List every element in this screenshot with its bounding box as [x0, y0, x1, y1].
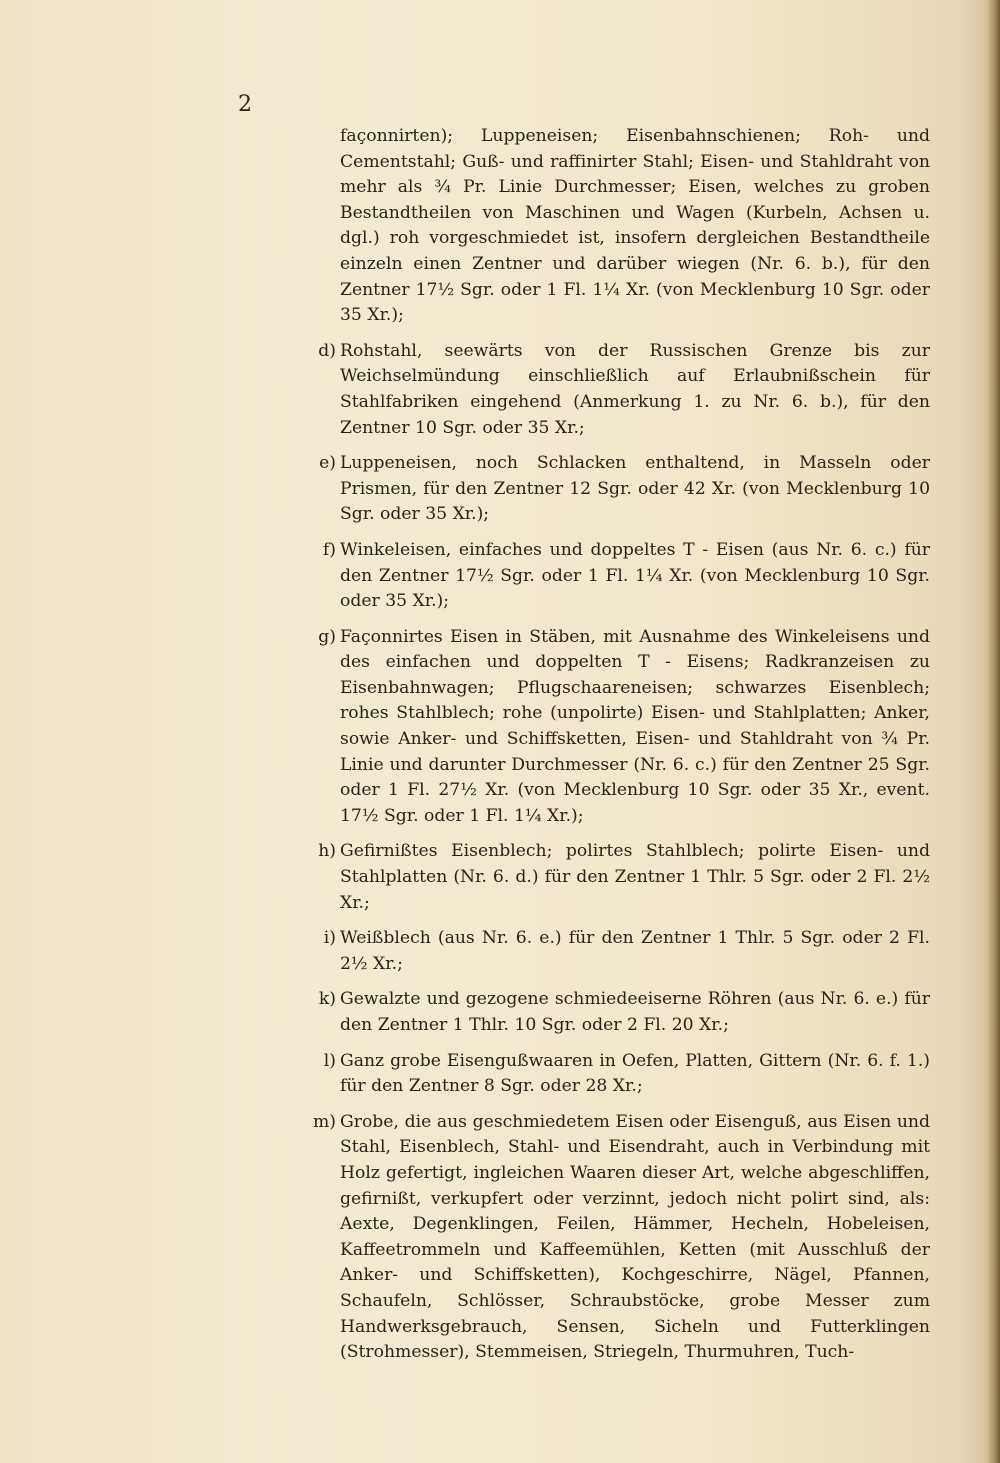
page-number: 2: [238, 92, 252, 117]
list-item-i: [323, 926, 930, 977]
list-item-d: [318, 339, 930, 441]
item-label: h): [318, 841, 336, 862]
list-item-e: [319, 451, 930, 528]
item-text: Winkeleisen, einfaches und doppeltes T - Eisen (aus Nr. 6. c.) für den Zentner 17½ Sgr. oder 1 Fl. 1¼ Xr. (von Mecklenburg 10 Sgr. oder 35 Xr.);: [340, 539, 930, 612]
item-label: d): [318, 340, 336, 361]
list-item-l: [323, 1049, 930, 1100]
item-label: i): [323, 928, 336, 949]
book-spine-edge: [986, 0, 1000, 1463]
item-text: Luppeneisen, noch Schlacken enthaltend, in Masseln oder Prismen, für den Zentner 12 Sgr. oder 42 Xr. (von Mecklenburg 10 Sgr. oder 35 Xr.);: [340, 453, 930, 525]
item-label: e): [319, 453, 336, 474]
item-label: k): [318, 989, 336, 1010]
list-item-k: [318, 987, 930, 1038]
item-text: Ganz grobe Eisengußwaaren in Oefen, Platten, Gittern (Nr. 6. f. 1.) für den Zentner 8 Sgr. oder 28 Xr.;: [340, 1050, 930, 1097]
intro-paragraph: façonnirten); Luppeneisen; Eisenbahnschienen; Roh- und Cementstahl; Guß- und raffinirter Stahl; Eisen- und Stahldraht von mehr als ¾ Pr. Linie Durchmesser; Eisen, welches zu groben Bestandtheilen von Maschinen und Wagen (Kurbeln, Achsen u. dgl.) roh vorgeschmiedet ist, insofern dergleichen Bestandtheile einzeln einen Zentner und darüber wiegen (Nr. 6. b.), für den Zentner 17½ Sgr. oder 1 Fl. 1¼ Xr. (von Mecklenburg 10 Sgr. oder 35 Xr.);: [340, 126, 930, 326]
list-item-f: [322, 538, 930, 615]
item-text: Grobe, die aus geschmiedetem Eisen oder Eisenguß, aus Eisen und Stahl, Eisenblech, Stahl- und Eisendraht, auch in Verbindung mit Holz gefertigt, ingleichen Waaren dieser Art, welche abgeschliffen, gefirnißt, verkupfert oder verzinnt, jedoch nicht polirt sind, als: Aexte, Degenklingen, Feilen, Hämmer, Hecheln, Hobeleisen, Kaffeetrommeln und Kaffeemühlen, Ketten (mit Ausschluß der Anker- und Schiffsketten), Kochgeschirre, Nägel, Pfannen, Schaufeln, Schlösser, Schraubstöcke, grobe Messer zum Handwerksgebrauch, Sensen, Sicheln und Futterklingen (Strohmesser), Stemmeisen, Striegeln, Thurmuhren, Tuch-: [340, 1111, 930, 1363]
item-text: Gewalzte und gezogene schmiedeeiserne Röhren (aus Nr. 6. e.) für den Zentner 1 Thlr. 10 Sgr. oder 2 Fl. 20 Xr.;: [340, 989, 930, 1035]
list-item-h: [318, 839, 930, 916]
item-label: f): [322, 539, 336, 560]
item-label: m): [312, 1111, 336, 1132]
list-item-m: [312, 1110, 930, 1366]
item-text: Façonnirtes Eisen in Stäben, mit Ausnahme des Winkeleisens und des einfachen und doppelten T - Eisens; Radkranzeisen zu Eisenbahnwagen; Pflugschaareneisen; schwarzes Eisenblech; rohes Stahlblech; rohe (unpolirte) Eisen- und Stahlplatten; Anker, sowie Anker- und Schiffsketten, Eisen- und Stahldraht von ¾ Pr. Linie und darunter Durchmesser (Nr. 6. c.) für den Zentner 25 Sgr. oder 1 Fl. 27½ Xr. (von Mecklenburg 10 Sgr. oder 35 Xr., event. 17½ Sgr. oder 1 Fl. 1¼ Xr.);: [340, 626, 930, 826]
item-label: g): [318, 626, 336, 647]
item-label: l): [323, 1050, 336, 1071]
item-text: Weißblech (aus Nr. 6. e.) für den Zentner 1 Thlr. 5 Sgr. oder 2 Fl. 2½ Xr.;: [340, 928, 930, 974]
list-item-g: [318, 625, 930, 830]
item-text: Gefirnißtes Eisenblech; polirtes Stahlblech; polirte Eisen- und Stahlplatten (Nr. 6. d.) für den Zentner 1 Thlr. 5 Sgr. oder 2 Fl. 2½ Xr.;: [340, 841, 930, 913]
item-text: Rohstahl, seewärts von der Russischen Grenze bis zur Weichselmündung einschließlich auf Erlaubnißschein für Stahlfabriken eingehend (Anmerkung 1. zu Nr. 6. b.), für den Zentner 10 Sgr. oder 35 Xr.;: [340, 340, 930, 438]
text-block: [312, 124, 930, 1366]
